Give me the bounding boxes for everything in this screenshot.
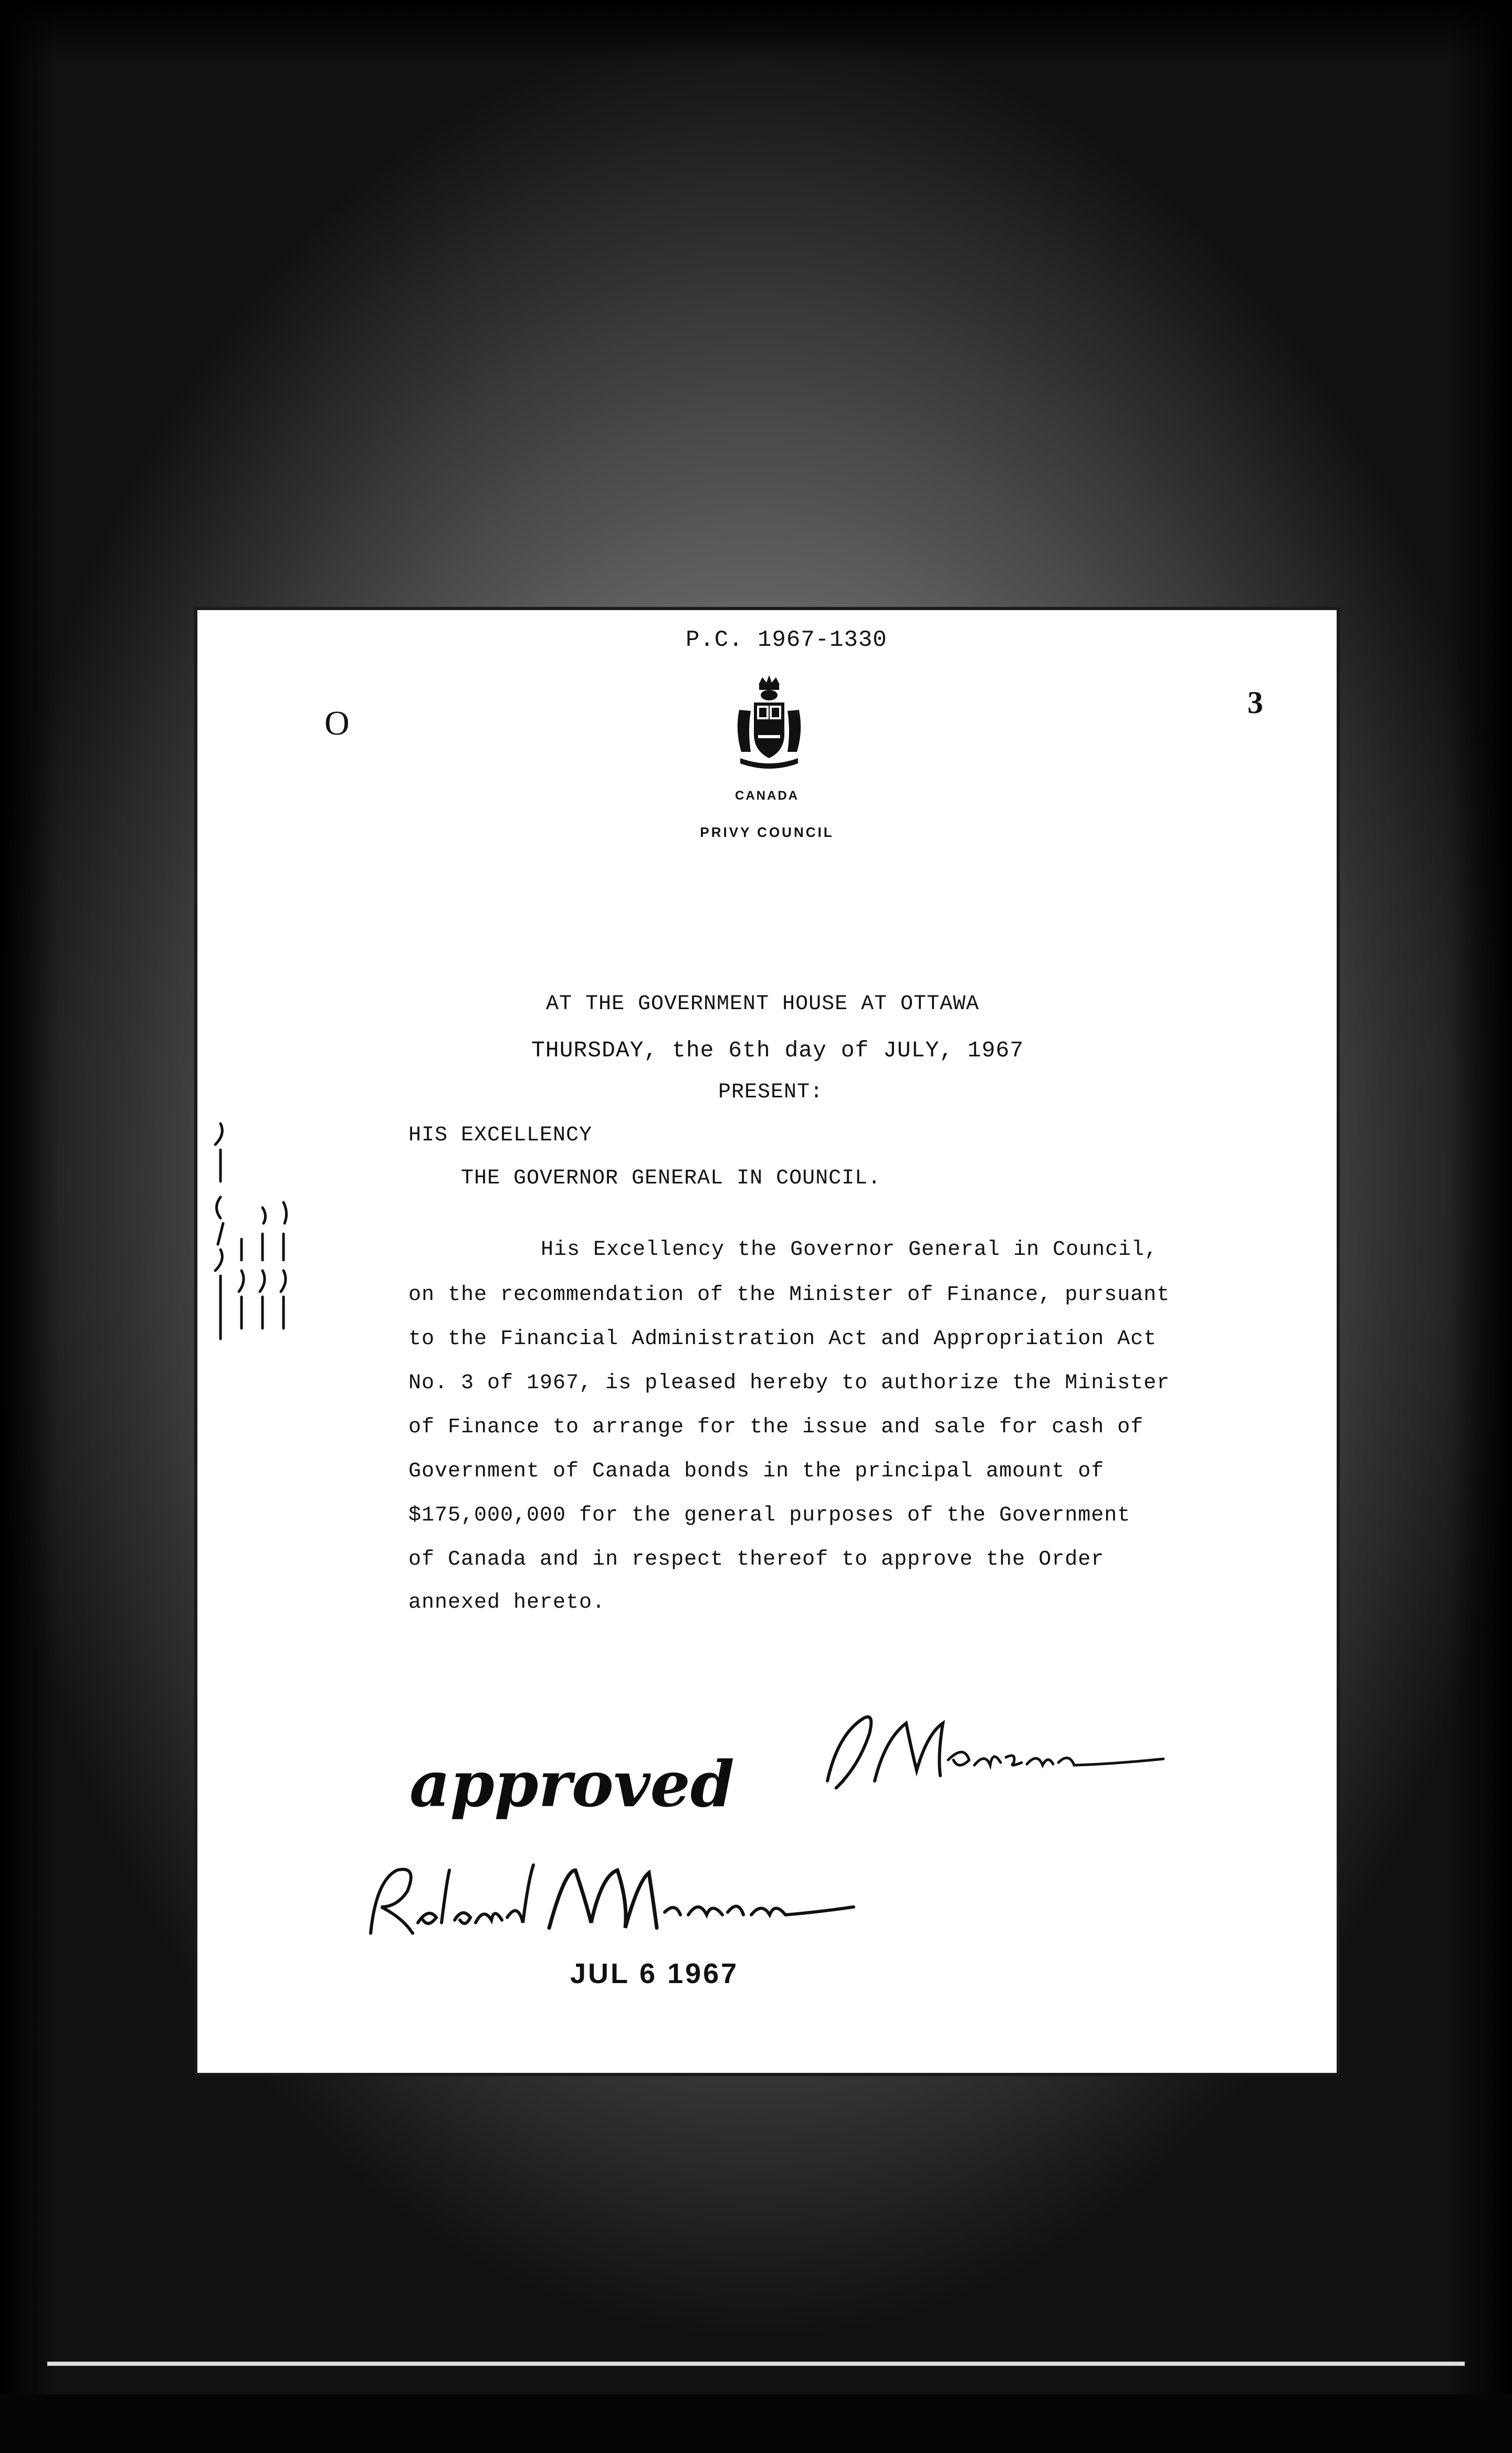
body-line: of Canada and in respect thereof to approve the Order (408, 1548, 1105, 1571)
header-location: AT THE GOVERNMENT HOUSE AT OTTAWA (546, 992, 980, 1016)
scan-shadow-right (1449, 0, 1512, 2453)
order-reference-number: P.C. 1967-1330 (686, 627, 887, 653)
canada-coat-of-arms-icon (730, 673, 808, 774)
scan-shadow-top (0, 0, 1512, 63)
scan-shadow-bottom (0, 2394, 1512, 2453)
michener-signature (355, 1849, 864, 1949)
body-line: No. 3 of 1967, is pleased hereby to authorize the Minister (408, 1371, 1170, 1395)
letterhead-office: PRIVY COUNCIL (700, 824, 834, 840)
body-line: on the recommendation of the Minister of Finance, pursuant (408, 1283, 1170, 1307)
approved-handwritten: approved (410, 1747, 734, 1821)
header-date: THURSDAY, the 6th day of JULY, 1967 (531, 1037, 1024, 1063)
pearson-signature (806, 1702, 1174, 1802)
approval-date-stamp: JUL 6 1967 (570, 1958, 739, 1989)
body-line: to the Financial Administration Act and Appropriation Act (408, 1327, 1157, 1351)
header-governor-general: THE GOVERNOR GENERAL IN COUNCIL. (461, 1167, 881, 1190)
letterhead-country: CANADA (735, 789, 799, 803)
body-line: $175,000,000 for the general purposes of the Government (408, 1504, 1131, 1527)
body-line: Government of Canada bonds in the principal amount of (408, 1460, 1105, 1483)
scan-shadow-left (0, 0, 58, 2453)
header-present: PRESENT: (718, 1081, 824, 1104)
body-line: annexed hereto. (408, 1591, 606, 1615)
body-line: of Finance to arrange for the issue and sale for cash of (408, 1416, 1144, 1439)
header-his-excellency: HIS EXCELLENCY (408, 1124, 593, 1147)
margin-distribution-note (142, 1118, 299, 1349)
page-number: 3 (1247, 685, 1263, 720)
body-line: His Excellency the Governor General in Council, (541, 1238, 1158, 1262)
corner-mark-left: O (324, 704, 350, 742)
scanner-edge-line (47, 2362, 1465, 2366)
document-page (197, 610, 1337, 2073)
